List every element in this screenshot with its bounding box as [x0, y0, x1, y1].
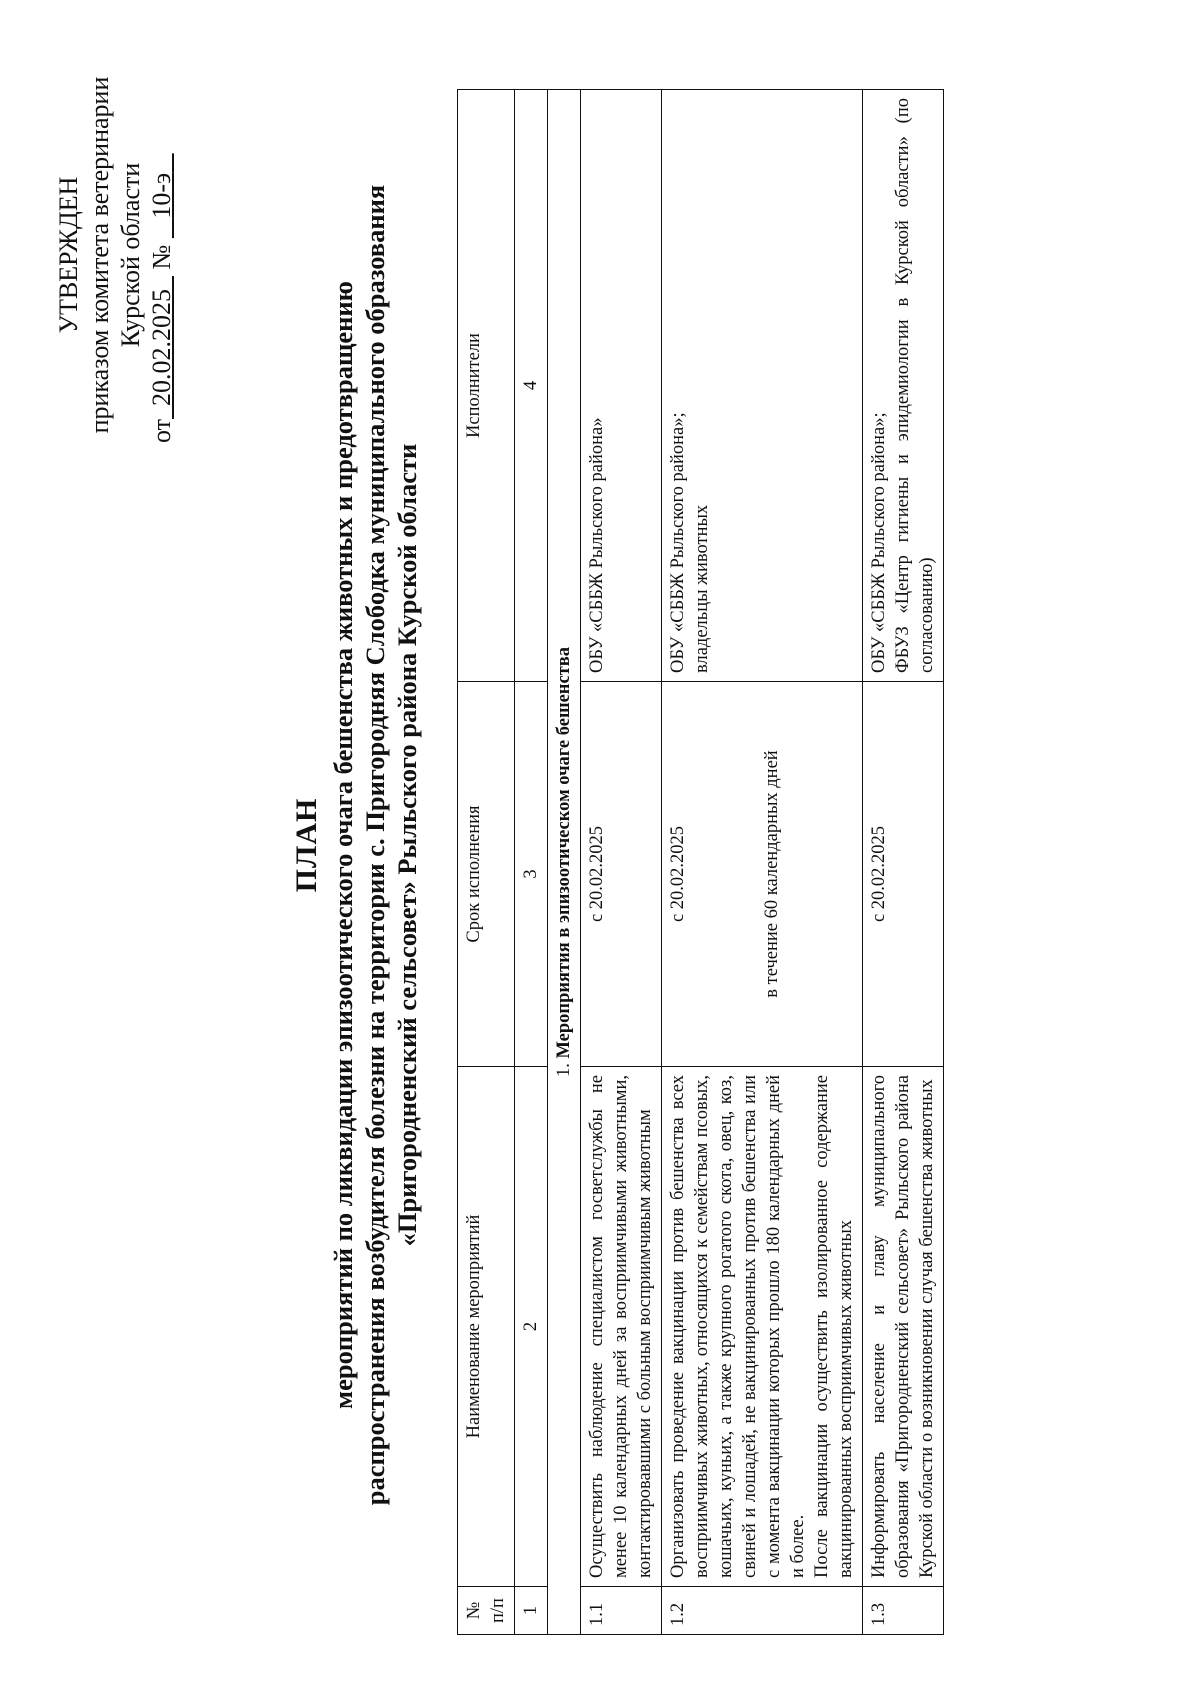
row-term-start: с 20.02.2025 [668, 825, 688, 923]
header-name: Наименование мероприятий [458, 1067, 515, 1587]
section-number: 1. [554, 1063, 574, 1078]
header-number: № п/п [458, 1587, 515, 1635]
document-title: ПЛАН [290, 797, 323, 893]
row-executor: ОБУ «СББЖ Рыльского района»; [869, 412, 889, 673]
row-term [662, 682, 863, 1067]
column-number: 2 [515, 1067, 548, 1587]
approval-date-line [146, 45, 177, 465]
header-term: Срок исполнения [458, 682, 515, 1067]
subtitle-line-1: мероприятий по ликвидации эпизоотического очага бешенства животных и предотвращению [328, 281, 358, 1409]
subtitle-line-3: «Пригородненский сельсовет» Рыльского района Курской области [392, 443, 422, 1247]
row-term-start: с 20.02.2025 [587, 825, 607, 923]
approval-line-order: приказом комитета ветеринарии [85, 76, 114, 434]
column-number: 1 [515, 1587, 548, 1635]
approval-line-region: Курской области [116, 162, 145, 348]
row-executors [863, 90, 944, 682]
approval-date: 20.02.2025 [147, 288, 176, 406]
row-term-start: с 20.02.2025 [869, 825, 889, 923]
row-term-duration: в течение 60 календарных дней [762, 750, 782, 998]
row-measure-text-2: После вакцинации осуществить изолированное содержание вакцинированных восприимчивых животных [812, 1075, 856, 1578]
section-heading: Мероприятия в эпизоотическом очаге бешенства [554, 646, 574, 1059]
row-executor: ОБУ «СББЖ Рыльского района»; [668, 412, 688, 673]
row-number: 1.2 [662, 1587, 863, 1635]
row-term [581, 682, 662, 1067]
row-measure-text: Организовать проведение вакцинации против бешенства всех восприимчивых животных, относящихся к семействам псовых, кошачьих, куньих, а также крупного рогатого скота, овец, коз, свиней и лошадей, не вакцинированных против бешенства или с момента вакцинации которых прошло 180 календарных дней и более. [668, 1075, 808, 1578]
subtitle-line-2: распространения возбудителя болезни на территории с. Пригородняя Слободка муниципального образования [360, 184, 390, 1506]
approval-number: 10-э [147, 172, 176, 219]
rotated-page [45, 40, 1125, 1650]
section-row [548, 90, 581, 1635]
column-number: 3 [515, 682, 548, 1067]
row-number: 1.1 [581, 1587, 662, 1635]
row-executors [662, 90, 863, 682]
row-term [863, 682, 944, 1067]
row-executors [581, 90, 662, 682]
row-measure: Осуществить наблюдение специалистом госветслужбы не менее 10 календарных дней за восприимчивыми животными, контактировавшими с больным восприимчивым животным [581, 1067, 662, 1587]
plan-table [457, 89, 944, 1635]
row-executor-2: владельцы животных [692, 504, 712, 673]
row-measure: Информировать население и главу муниципального образования «Пригородненский сельсовет» Рыльского района Курской области о возникновении случая бешенства животных [863, 1067, 944, 1587]
section-title [548, 90, 581, 1635]
column-number: 4 [515, 90, 548, 682]
table-row [662, 90, 863, 1635]
approval-prefix: от [147, 418, 176, 443]
approval-number-sign: № [147, 244, 176, 270]
header-executors: Исполнители [458, 90, 515, 682]
approval-stamp [53, 45, 177, 465]
row-executor-2: ФБУЗ «Центр гигиены и эпидемиологии в Курской области» (по согласованию) [893, 98, 937, 673]
row-executor: ОБУ «СББЖ Рыльского района» [587, 417, 607, 673]
row-measure [662, 1067, 863, 1587]
document-subtitle [327, 80, 423, 1610]
table-row [581, 90, 662, 1635]
approval-heading: УТВЕРЖДЕН [54, 176, 83, 334]
column-number-row [515, 90, 548, 1635]
table-header-row [458, 90, 515, 1635]
row-number: 1.3 [863, 1587, 944, 1635]
table-row [863, 90, 944, 1635]
